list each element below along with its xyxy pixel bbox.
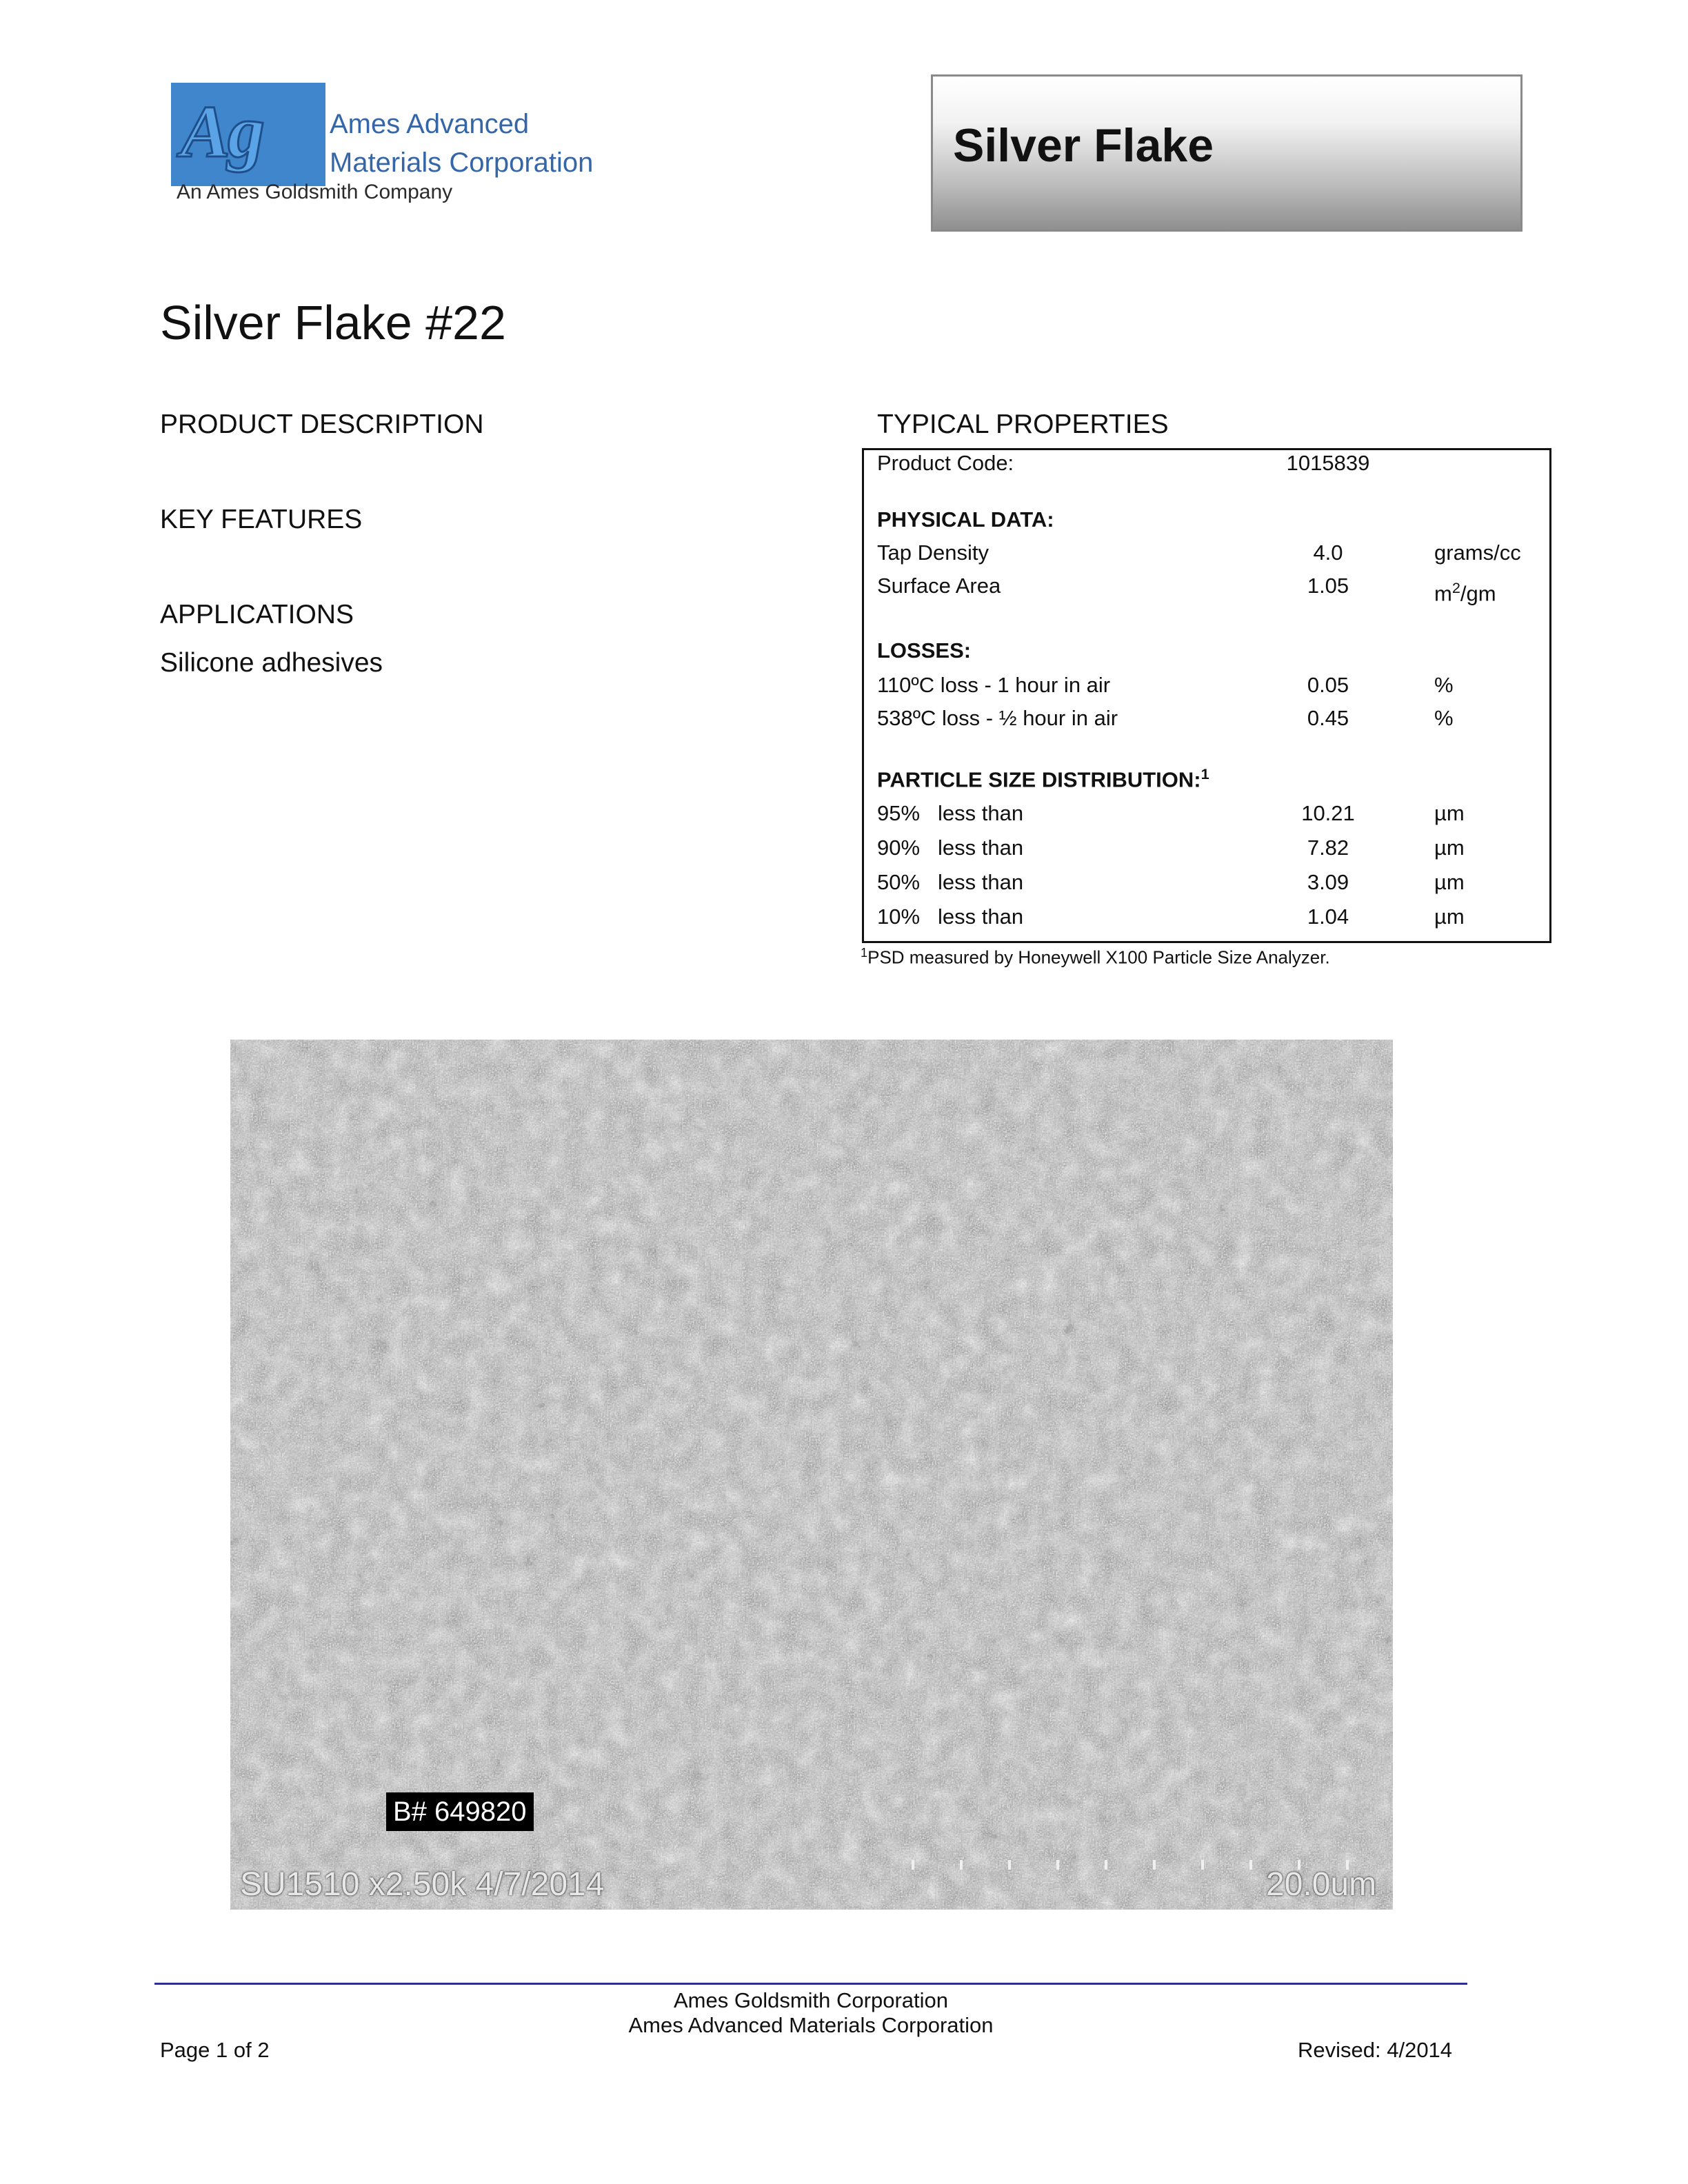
product-title: Silver Flake #22 bbox=[160, 296, 506, 350]
sem-batch-label: B# 649820 bbox=[386, 1792, 534, 1831]
loss-538-value: 0.45 bbox=[1307, 706, 1349, 730]
psd-95-value: 10.21 bbox=[1301, 801, 1355, 825]
psd-50-pct: 50% bbox=[877, 870, 921, 894]
losses-heading: LOSSES: bbox=[877, 638, 972, 663]
section-applications: APPLICATIONS bbox=[160, 600, 354, 629]
psd-90-pct: 90% bbox=[877, 836, 921, 860]
surface-area-unit: $m^2/gm$ bbox=[1434, 579, 1496, 606]
logo-tagline: An Ames Goldsmith Company bbox=[177, 181, 453, 203]
tap-density-label: Tap Density bbox=[877, 540, 989, 565]
surface-area-value: 1.05 bbox=[1307, 574, 1349, 598]
psd-90-label: less than bbox=[938, 836, 1024, 860]
tap-density-value: 4.0 bbox=[1313, 540, 1343, 565]
footer-rule bbox=[154, 1983, 1467, 1985]
loss-110-label: 110ºC loss - 1 hour in air bbox=[877, 673, 1111, 697]
page-number: Page 1 of 2 bbox=[160, 2038, 270, 2062]
section-key-features: KEY FEATURES bbox=[160, 505, 363, 534]
psd-10-label: less than bbox=[938, 904, 1024, 929]
loss-110-unit: % bbox=[1434, 673, 1454, 697]
psd-10-unit: µm bbox=[1434, 904, 1465, 929]
psd-90-unit: µm bbox=[1434, 836, 1465, 860]
physical-data-heading: PHYSICAL DATA: bbox=[877, 507, 1054, 532]
section-product-description: PRODUCT DESCRIPTION bbox=[160, 410, 484, 439]
application-item: Silicone adhesives bbox=[160, 648, 383, 678]
psd-90-value: 7.82 bbox=[1307, 836, 1349, 860]
revision-date: Revised: 4/2014 bbox=[1298, 2038, 1453, 2062]
loss-110-value: 0.05 bbox=[1307, 673, 1349, 697]
section-typical-properties: TYPICAL PROPERTIES bbox=[877, 410, 1169, 439]
psd-50-label: less than bbox=[938, 870, 1024, 894]
psd-95-unit: µm bbox=[1434, 801, 1465, 825]
logo-line-1: Ames Advanced bbox=[330, 109, 530, 139]
loss-538-unit: % bbox=[1434, 706, 1454, 730]
footer-company-1: Ames Goldsmith Corporation bbox=[674, 1988, 948, 2012]
psd-footnote: $^1$PSD measured by Honeywell X100 Particle Size Analyzer. bbox=[861, 946, 1330, 968]
product-code-value: 1015839 bbox=[1286, 451, 1370, 475]
logo-line-2: Materials Corporation bbox=[330, 148, 594, 178]
sem-info-label: SU1510 x2.50k 4/7/2014 bbox=[240, 1866, 605, 1903]
loss-538-label: 538ºC loss - ½ hour in air bbox=[877, 706, 1118, 730]
psd-heading: PARTICLE SIZE DISTRIBUTION:$^1$ bbox=[877, 765, 1209, 792]
psd-10-value: 1.04 bbox=[1307, 904, 1349, 929]
psd-50-unit: µm bbox=[1434, 870, 1465, 894]
psd-95-pct: 95% bbox=[877, 801, 921, 825]
surface-area-label: Surface Area bbox=[877, 574, 1001, 598]
tap-density-unit: grams/cc bbox=[1434, 540, 1521, 565]
banner-title: Silver Flake bbox=[953, 119, 1214, 172]
product-code-label: Product Code: bbox=[877, 451, 1014, 475]
logo-mark: Ag bbox=[181, 91, 263, 173]
psd-95-label: less than bbox=[938, 801, 1024, 825]
sem-scale-label: 20.0um bbox=[1266, 1866, 1377, 1903]
psd-50-value: 3.09 bbox=[1307, 870, 1349, 894]
sem-micrograph bbox=[230, 1040, 1393, 1910]
psd-10-pct: 10% bbox=[877, 904, 921, 929]
footer-company-2: Ames Advanced Materials Corporation bbox=[628, 2013, 994, 2037]
